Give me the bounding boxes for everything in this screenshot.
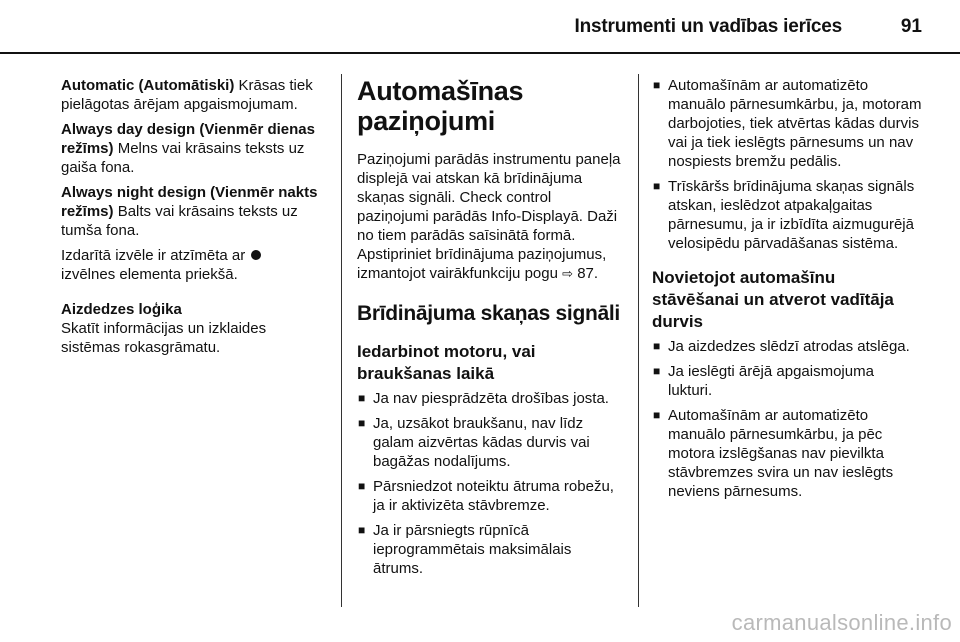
- bullet-icon: ■: [358, 391, 366, 405]
- reference-arrow-icon: ⇨: [562, 266, 574, 281]
- warning-list-continued: [652, 76, 922, 253]
- column-1: [61, 76, 323, 363]
- ignition-text: Skatīt informācijas un izklaides sistēmas rokasgrāmatu.: [61, 320, 267, 356]
- bullet-icon: ■: [653, 78, 661, 92]
- paragraph-night-design: [61, 183, 323, 240]
- page-reference: 87.: [577, 265, 599, 282]
- parking-heading: Novietojot automašīnu stāvēšanai un atverot vadītāja durvis: [652, 268, 894, 331]
- term-night-design: Always night design (Vienmēr nakts režīms): [61, 184, 318, 220]
- bullet-icon: ■: [653, 408, 661, 422]
- column-3: [652, 76, 922, 507]
- warning-list: [357, 389, 625, 578]
- text-automatic: Krāsas tiek pielāgotas ārējam apgaismojumam.: [61, 77, 313, 113]
- bullet-icon: ■: [653, 179, 661, 193]
- page-number: 91: [900, 16, 922, 37]
- term-automatic: Automatic (Automātiski): [61, 77, 235, 94]
- list-item: ■ Ja ir pārsniegts rūpnīcā ieprogrammētais maksimālais ātrums.: [358, 522, 572, 577]
- bullet-icon: ■: [358, 416, 366, 430]
- text-night-design: Balts vai krāsains teksts uz tumša fona.: [61, 203, 298, 239]
- column-divider-1: [341, 74, 342, 607]
- list-item: ■ Ja aizdedzes slēdzī atrodas atslēga.: [653, 338, 910, 355]
- bullet-icon: ■: [653, 364, 661, 378]
- section-title: Instrumenti un vadības ierīces: [574, 16, 842, 37]
- selected-dot-icon: [251, 250, 261, 260]
- ignition-heading: Aizdedzes loģika: [61, 301, 182, 318]
- paragraph-day-design: [61, 120, 323, 177]
- paragraph-selection: [61, 246, 323, 284]
- engine-start-heading: Iedarbinot motoru, vai braukšanas laikā: [357, 342, 536, 383]
- list-item: ■ Ja nav piesprādzēta drošības josta.: [358, 390, 609, 407]
- text-selection-after: izvēlnes elementa priekšā.: [61, 266, 238, 283]
- vehicle-messages-intro: Paziņojumi parādās instrumentu paneļa displejā vai atskan kā brīdinājuma skaņas signāli. Check control paziņojumi parādās Info-Displayā. Daži no tiem parādās saīsinātā formā. Apstipriniet brīdinājuma paziņojumus, izmantojot vairākfunkciju pogu ⇨ 87.: [357, 151, 621, 282]
- bullet-icon: ■: [653, 339, 661, 353]
- header-divider: [0, 52, 960, 54]
- column-2: [357, 76, 625, 584]
- bullet-icon: ■: [358, 523, 366, 537]
- list-item: ■ Automašīnām ar automatizēto manuālo pārnesumkārbu, ja, motoram darbojoties, tiek atvērtas kādas durvis vai ja tiek ieslēgts pārnesums un nav nospiests bremžu pedālis.: [653, 77, 922, 170]
- page-header: [0, 0, 960, 52]
- list-item: ■ Automašīnām ar automatizēto manuālo pārnesumkārbu, ja pēc motora izslēgšanas nav pievilkta stāvbremzes svira un nav ieslēgts neviens pārnesums.: [653, 407, 894, 500]
- text-day-design: Melns vai krāsains teksts uz gaiša fona.: [61, 140, 305, 176]
- bullet-icon: ■: [358, 479, 366, 493]
- list-item: ■ Ja, uzsākot braukšanu, nav līdz galam aizvērtas kādas durvis vai bagāžas nodalījums.: [358, 415, 590, 470]
- warning-chimes-heading: Brīdinājuma skaņas signāli: [357, 302, 620, 325]
- watermark: carmanualsonline.info: [731, 610, 952, 635]
- paragraph-automatic: [61, 76, 323, 114]
- text-selection: Izdarītā izvēle ir atzīmēta ar: [61, 247, 246, 264]
- list-item: ■ Ja ieslēgti ārējā apgaismojuma lukturi.: [653, 363, 874, 399]
- column-divider-2: [638, 74, 639, 607]
- term-day-design: Always day design (Vienmēr dienas režīms): [61, 121, 315, 157]
- vehicle-messages-heading: Automašīnas paziņojumi: [357, 76, 524, 136]
- list-item: ■ Pārsniedzot noteiktu ātruma robežu, ja ir aktivizēta stāvbremze.: [358, 478, 614, 514]
- list-item: ■ Trīskāršs brīdinājuma skaņas signāls atskan, ieslēdzot atpakaļgaitas pārnesumu, ja ir izbīdīta aizmugurējā velosipēdu pārvadāšanas sistēma.: [653, 178, 915, 252]
- parking-list: [652, 337, 922, 501]
